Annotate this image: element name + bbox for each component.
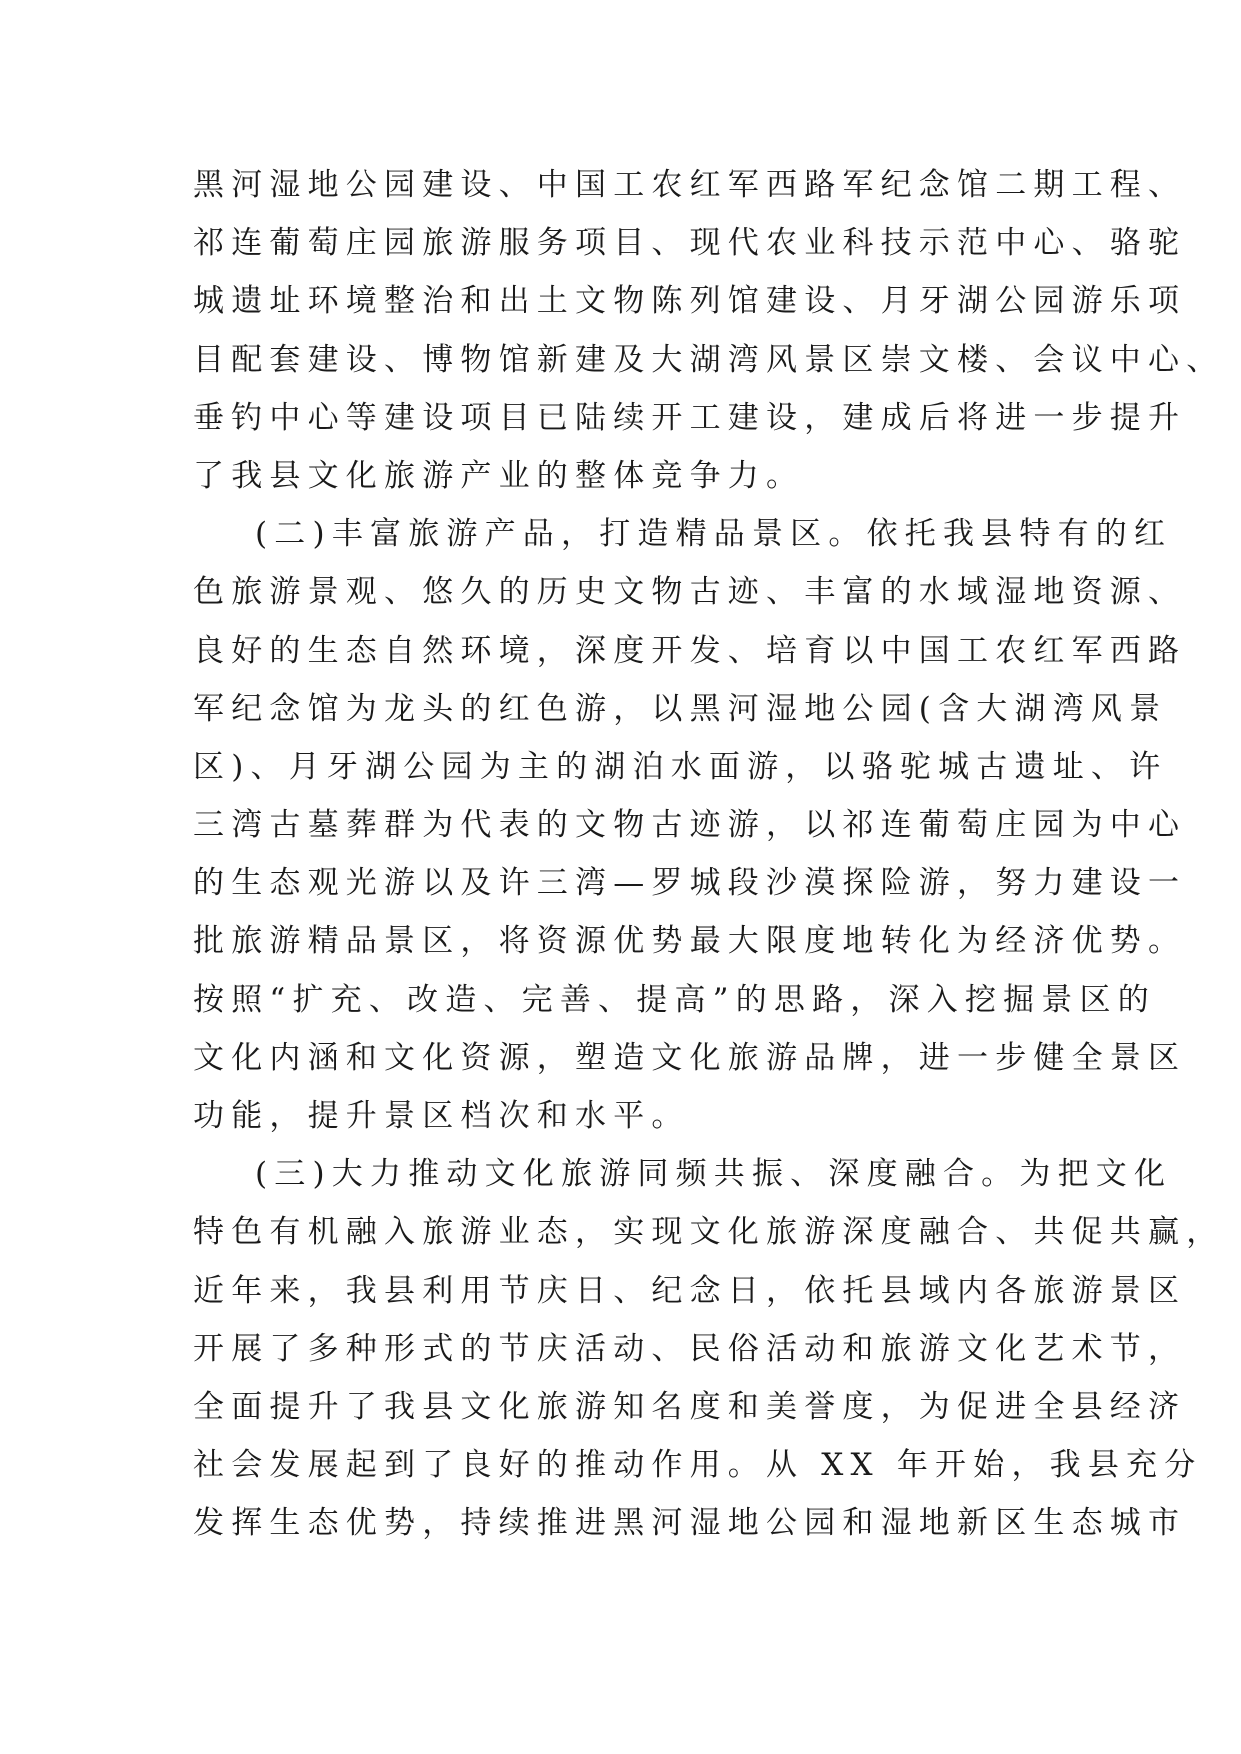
text-line: 军纪念馆为龙头的红色游，以黑河湿地公园(含大湖湾风景 bbox=[193, 690, 1168, 727]
text-line: 近年来，我县利用节庆日、纪念日，依托县域内各旅游景区 bbox=[193, 1272, 1187, 1309]
text-line: 批旅游精品景区，将资源优势最大限度地转化为经济优势。 bbox=[193, 923, 1187, 960]
text-line: 了我县文化旅游产业的整体竞争力。 bbox=[193, 457, 805, 494]
text-line: 按照“扩充、改造、完善、提高”的思路，深入挖掘景区的 bbox=[193, 981, 1156, 1018]
text-line: 文化内涵和文化资源，塑造文化旅游品牌，进一步健全景区 bbox=[193, 1039, 1187, 1076]
text-line: 开展了多种形式的节庆活动、民俗活动和旅游文化艺术节， bbox=[193, 1330, 1187, 1367]
text-line: 城遗址环境整治和出土文物陈列馆建设、月牙湖公园游乐项 bbox=[193, 283, 1187, 320]
text-line: 社会发展起到了良好的推动作用。从 XX 年开始，我县充分 bbox=[193, 1447, 1203, 1484]
text-line: 祁连葡萄庄园旅游服务项目、现代农业科技示范中心、骆驼 bbox=[193, 225, 1187, 262]
text-line: 的生态观光游以及许三湾—罗城段沙漠探险游，努力建设一 bbox=[193, 865, 1187, 902]
text-line: 垂钓中心等建设项目已陆续开工建设，建成后将进一步提升 bbox=[193, 399, 1187, 436]
text-line: 三湾古墓葬群为代表的文物古迹游，以祁连葡萄庄园为中心 bbox=[193, 807, 1187, 844]
text-line: 目配套建设、博物馆新建及大湖湾风景区崇文楼、会议中心、 bbox=[193, 341, 1225, 378]
paragraph-start-line: (三)大力推动文化旅游同频共振、深度融合。为把文化 bbox=[255, 1156, 1173, 1193]
text-line: 特色有机融入旅游业态，实现文化旅游深度融合、共促共赢， bbox=[193, 1214, 1225, 1251]
text-line: 全面提升了我县文化旅游知名度和美誉度，为促进全县经济 bbox=[193, 1388, 1187, 1425]
text-line: 黑河湿地公园建设、中国工农红军西路军纪念馆二期工程、 bbox=[193, 167, 1187, 203]
text-line: 色旅游景观、悠久的历史文物古迹、丰富的水域湿地资源、 bbox=[193, 574, 1187, 611]
text-line: 良好的生态自然环境，深度开发、培育以中国工农红军西路 bbox=[193, 632, 1187, 669]
text-line: 区)、月牙湖公园为主的湖泊水面游，以骆驼城古遗址、许 bbox=[193, 748, 1168, 785]
text-line: 发挥生态优势，持续推进黑河湿地公园和湿地新区生态城市 bbox=[193, 1505, 1187, 1542]
paragraph-start-line: (二)丰富旅游产品，打造精品景区。依托我县特有的红 bbox=[255, 516, 1173, 553]
body-text bbox=[193, 156, 1225, 1553]
text-line: 功能，提升景区档次和水平。 bbox=[193, 1098, 690, 1134]
